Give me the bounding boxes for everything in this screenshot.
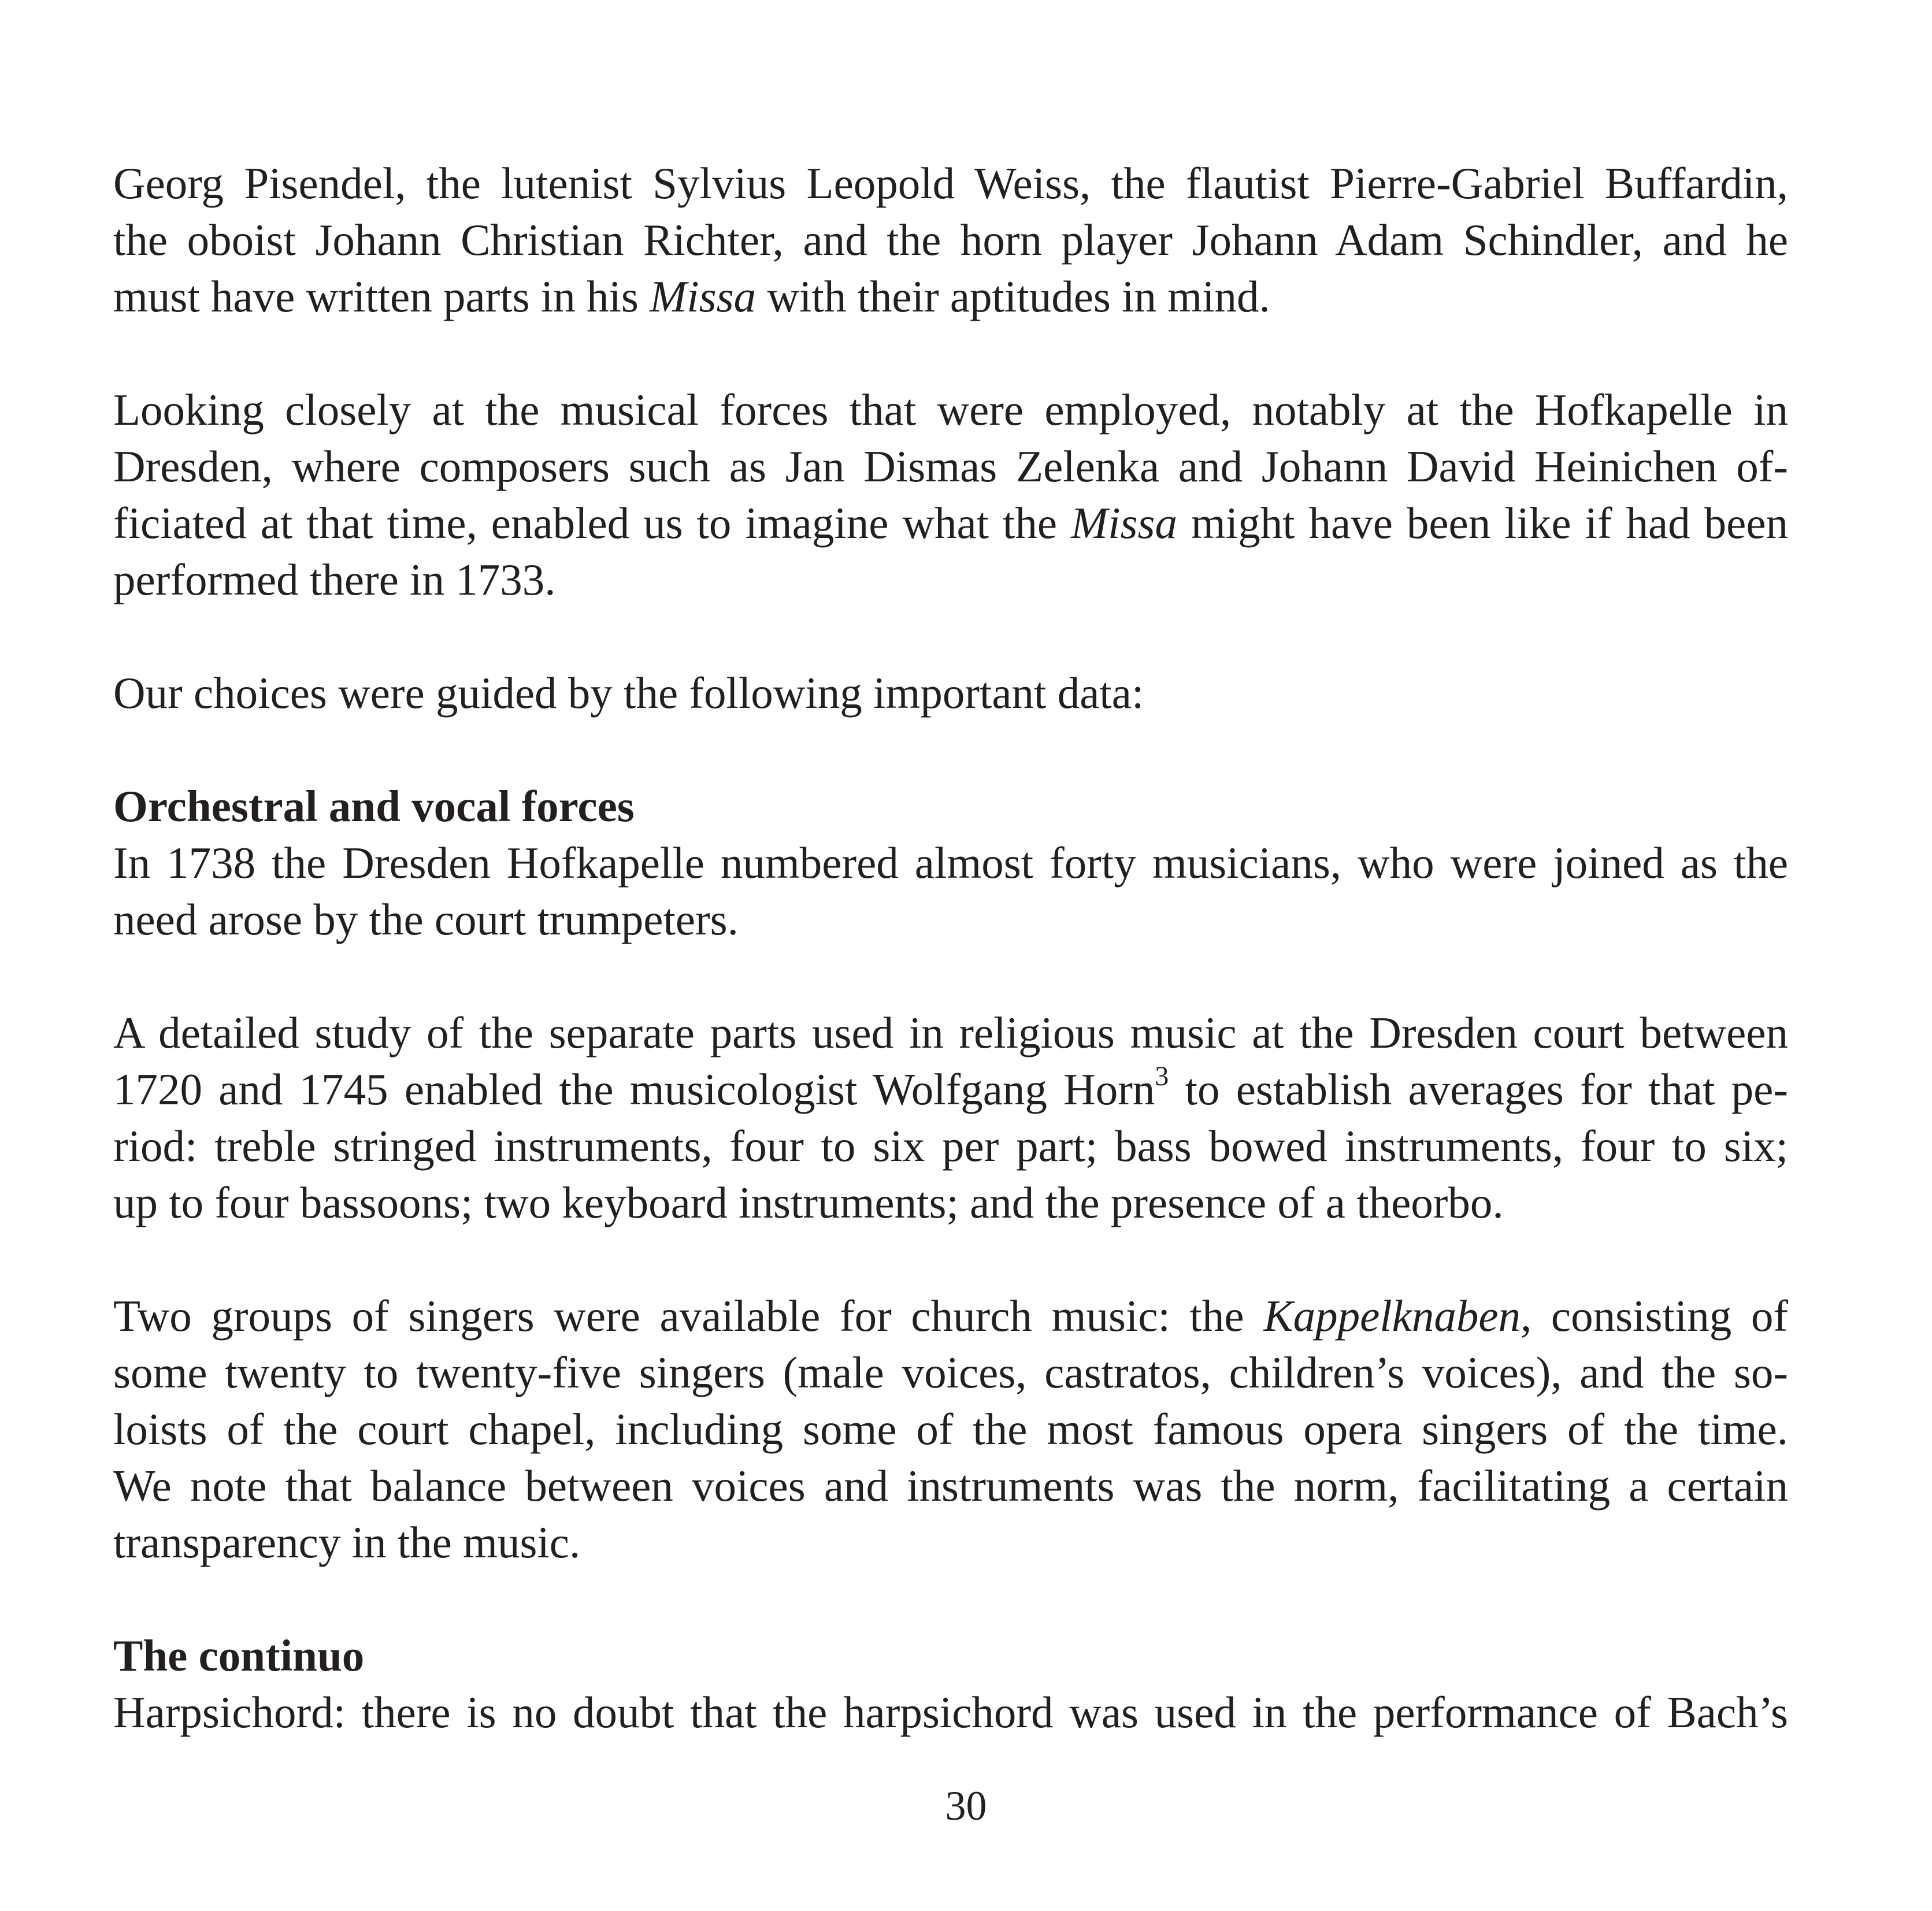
text-run: , consisting of <box>1521 1291 1788 1341</box>
text-run: Two groups of singers were available for church music: the <box>113 1291 1264 1341</box>
text-run: 1720 and 1745 enabled the musicologist Wolfgang Horn <box>113 1064 1155 1114</box>
paragraph-3 <box>113 665 1788 721</box>
text-line: riod: treble stringed instruments, four to six per part; bass bowed instruments, four to six; <box>113 1121 1788 1171</box>
text-line: Harpsichord: there is no doubt that the harpsichord was used in the performance of Bach’s <box>113 1687 1788 1737</box>
text-line: Dresden, where composers such as Jan Dismas Zelenka and Johann David Heinichen of- <box>113 441 1788 491</box>
section-heading: The continuo <box>113 1631 365 1680</box>
paragraph-4 <box>113 1004 1788 1231</box>
text-line: Our choices were guided by the following important data: <box>113 668 1144 718</box>
text-line: loists of the court chapel, including some of the most famous opera singers of the time. <box>113 1404 1788 1454</box>
text-line <box>113 268 1788 325</box>
text-line: Georg Pisendel, the lutenist Sylvius Leopold Weiss, the flautist Pierre-Gabriel Buffardin, <box>113 158 1788 208</box>
section-heading: Orchestral and vocal forces <box>113 781 635 831</box>
section-orchestral-forces <box>113 778 1788 948</box>
italic-title: Missa <box>1071 498 1177 548</box>
italic-term: Kappelknaben <box>1263 1291 1521 1341</box>
text-line: some twenty to twenty-five singers (male voices, castratos, children’s voices), and the so- <box>113 1348 1788 1397</box>
text-run: must have written parts in his <box>113 272 650 321</box>
text-line: We note that balance between voices and instruments was the norm, facilitating a certain <box>113 1461 1788 1511</box>
text-line: up to four bassoons; two keyboard instruments; and the presence of a theorbo. <box>113 1178 1504 1227</box>
text-line <box>113 495 1788 551</box>
text-line: A detailed study of the separate parts used in religious music at the Dresden court between <box>113 1008 1788 1057</box>
text-line: the oboist Johann Christian Richter, and the horn player Johann Adam Schindler, and he <box>113 215 1788 265</box>
text-run: with their aptitudes in mind. <box>756 272 1270 321</box>
page-number: 30 <box>945 1783 987 1829</box>
footnote-reference[interactable]: 3 <box>1155 1061 1169 1092</box>
paragraph-1 <box>113 155 1788 325</box>
text-line: In 1738 the Dresden Hofkapelle numbered almost forty musicians, who were joined as the <box>113 838 1788 888</box>
text-line: performed there in 1733. <box>113 555 556 604</box>
italic-title: Missa <box>650 272 757 321</box>
section-continuo <box>113 1627 1788 1741</box>
text-line <box>113 1061 1788 1118</box>
text-line <box>113 1287 1788 1344</box>
text-line: Looking closely at the musical forces that were employed, notably at the Hofkapelle in <box>113 385 1788 435</box>
text-run: might have been like if had been <box>1177 498 1788 548</box>
text-line: transparency in the music. <box>113 1517 581 1567</box>
text-run: ficiated at that time, enabled us to imagine what the <box>113 498 1071 548</box>
paragraph-2 <box>113 381 1788 608</box>
text-line: need arose by the court trumpeters. <box>113 895 739 944</box>
text-run: to establish averages for that pe- <box>1169 1064 1788 1114</box>
paragraph-5 <box>113 1287 1788 1571</box>
